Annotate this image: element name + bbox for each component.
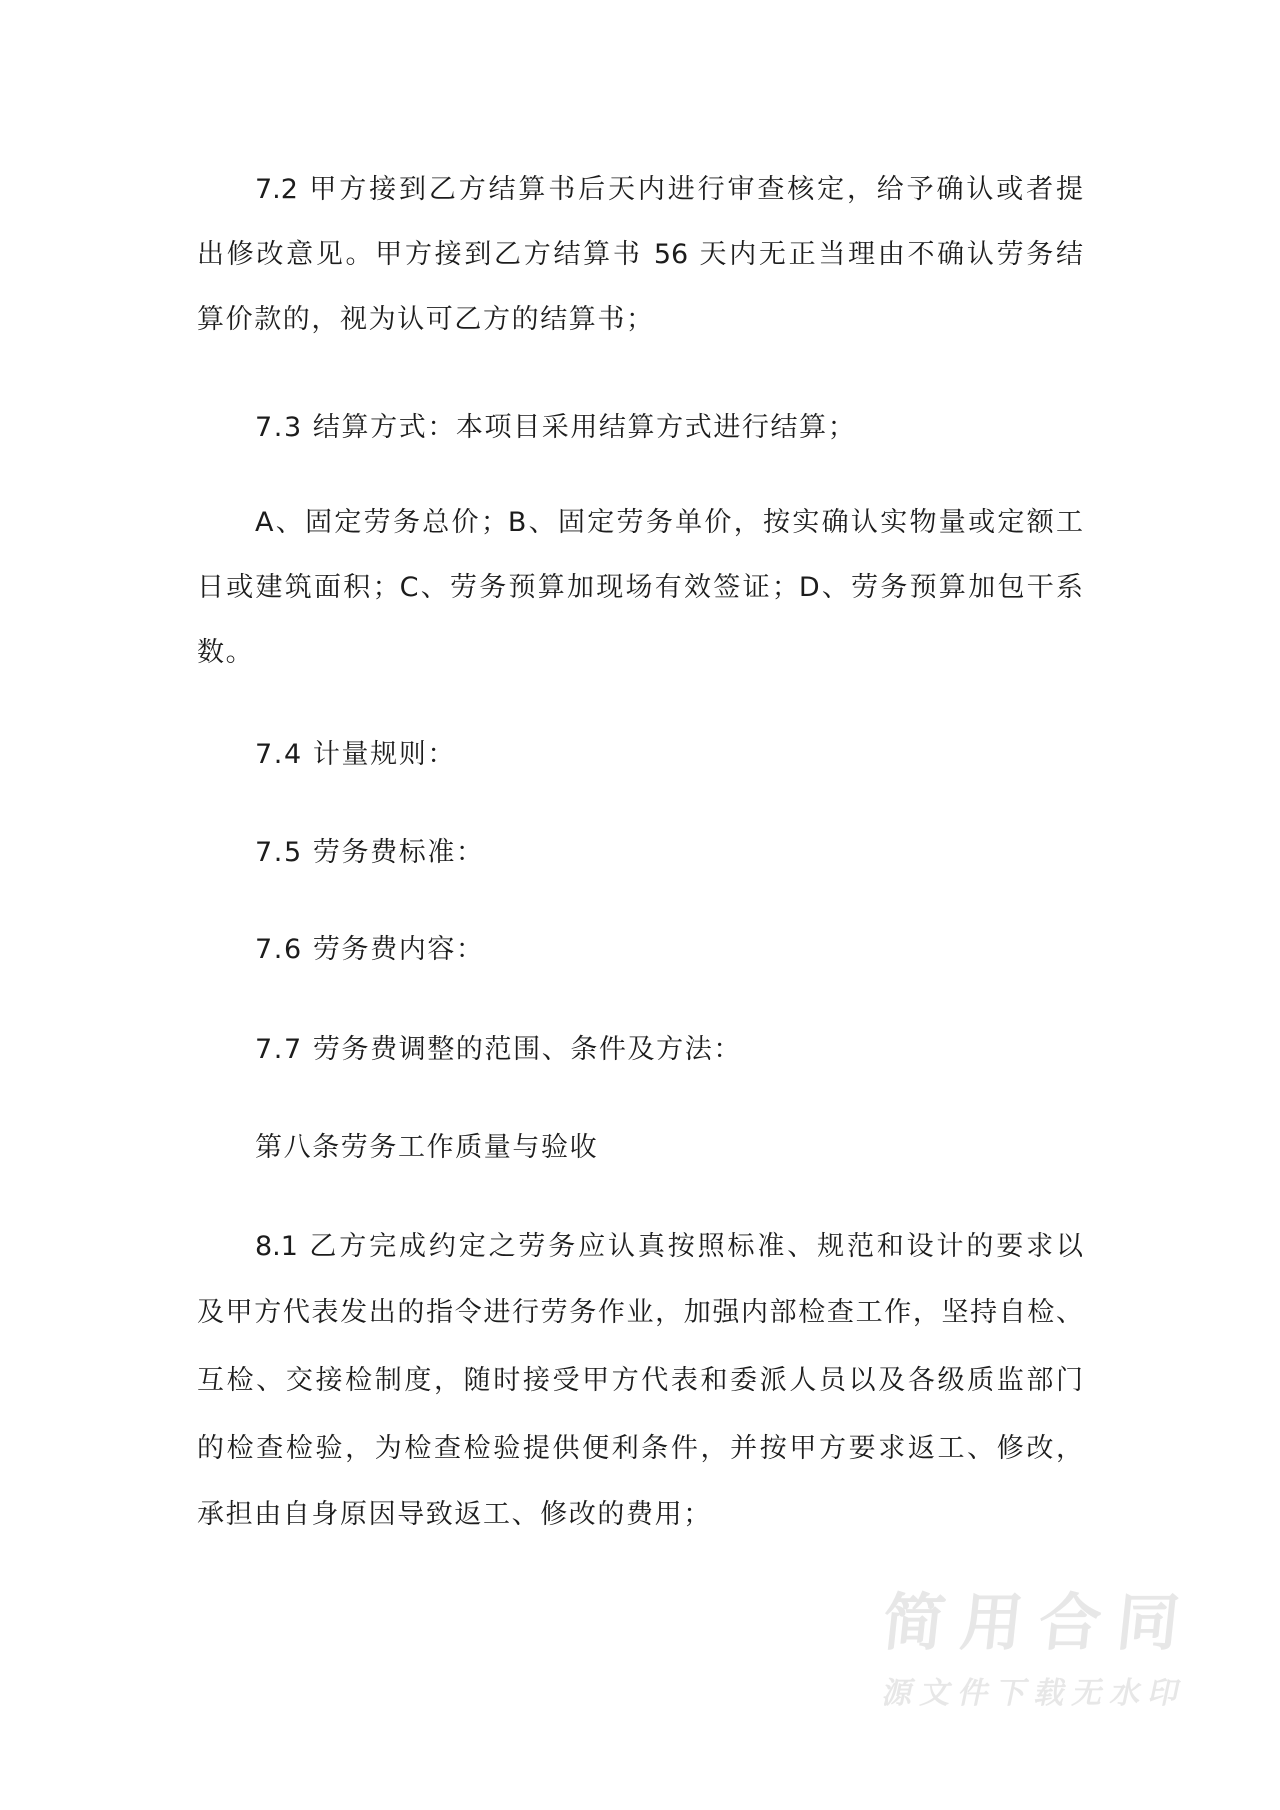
paragraph-8-1-line-4: 的检查检验，为检查检验提供便利条件，并按甲方要求返工、修改，	[197, 1433, 1083, 1464]
settlement-options-line-2: 日或建筑面积；C、劳务预算加现场有效签证；D、劳务预算加包干系	[197, 572, 1083, 603]
paragraph-8-1-line-3: 互检、交接检制度，随时接受甲方代表和委派人员以及各级质监部门	[197, 1365, 1083, 1396]
article-8-heading: 第八条劳务工作质量与验收	[255, 1132, 599, 1163]
paragraph-8-1-line-5: 承担由自身原因导致返工、修改的费用；	[197, 1499, 712, 1530]
paragraph-7-6: 7.6 劳务费内容：	[255, 934, 485, 965]
watermark-subtitle: 源文件下载无水印	[879, 1676, 1183, 1711]
watermark-title: 简用合同	[879, 1586, 1183, 1659]
paragraph-7-2-line-2: 出修改意见。甲方接到乙方结算书 56 天内无正当理由不确认劳务结	[197, 239, 1083, 270]
paragraph-7-2-line-1: 7.2 甲方接到乙方结算书后天内进行审查核定，给予确认或者提	[255, 174, 1083, 205]
paragraph-8-1-line-1: 8.1 乙方完成约定之劳务应认真按照标准、规范和设计的要求以	[255, 1231, 1083, 1262]
settlement-options-line-3: 数。	[197, 637, 255, 668]
paragraph-7-5: 7.5 劳务费标准：	[255, 837, 485, 868]
paragraph-7-4: 7.4 计量规则：	[255, 739, 456, 770]
paragraph-8-1-line-2: 及甲方代表发出的指令进行劳务作业，加强内部检查工作，坚持自检、	[197, 1297, 1083, 1328]
paragraph-7-3: 7.3 结算方式：本项目采用结算方式进行结算；	[255, 412, 857, 443]
paragraph-7-2-line-3: 算价款的，视为认可乙方的结算书；	[197, 304, 655, 335]
settlement-options-line-1: A、固定劳务总价；B、固定劳务单价，按实确认实物量或定额工	[255, 507, 1083, 538]
paragraph-7-7: 7.7 劳务费调整的范围、条件及方法：	[255, 1034, 742, 1065]
